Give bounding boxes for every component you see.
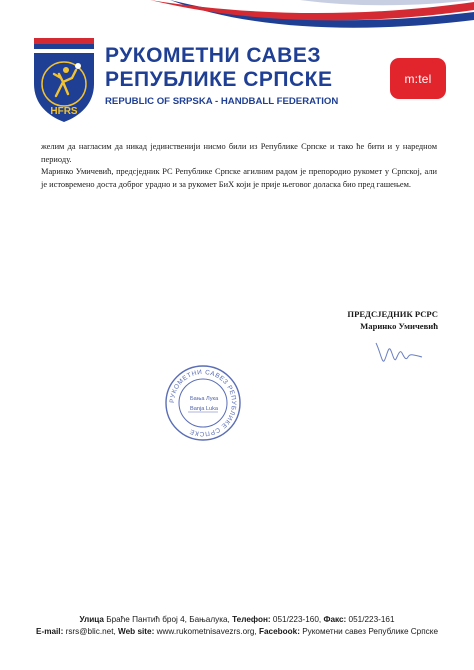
signature-block xyxy=(347,309,438,332)
handwritten-signature-icon xyxy=(372,337,424,369)
footer-facebook-value[interactable]: Рукометни савез Републике Српске xyxy=(302,627,438,636)
footer-contact-line xyxy=(0,627,474,636)
footer-fax-label: Факс: xyxy=(323,615,347,624)
mtel-logo-icon xyxy=(390,58,446,99)
org-subtitle: REPUBLIC OF SRPSKA - HANDBALL FEDERATION xyxy=(105,96,339,107)
signatory-title: ПРЕДСЈЕДНИК РСРС xyxy=(347,309,438,319)
footer-address-line xyxy=(0,615,474,624)
official-stamp-icon xyxy=(164,364,242,442)
logo-text: HFRS xyxy=(50,106,78,117)
stamp-ring-text: РУКОМЕТНИ САВЕЗ РЕПУБЛИКЕ СРПСКЕ xyxy=(168,368,238,438)
footer-address-label: Улица xyxy=(79,615,104,624)
footer-phone-label: Телефон: xyxy=(232,615,271,624)
footer-web-label: Web site: xyxy=(118,627,155,636)
sponsor-logo-text: m:tel xyxy=(404,71,432,86)
paragraph-1: желим да нагласим да никад јединственији нисмо били из Републике Српске и тако ће бити и у наредном периоду. xyxy=(41,142,437,164)
footer-fax-value: 051/223-161 xyxy=(348,615,395,624)
stamp-city-latin: Banja Luka xyxy=(190,406,218,412)
org-title-line1: РУКОМЕТНИ САВЕЗ xyxy=(105,44,322,67)
org-title-line2: РЕПУБЛИКЕ СРПСКЕ xyxy=(105,68,333,91)
footer-phone-value: 051/223-160, xyxy=(272,615,322,624)
footer-address-value: Браће Пантић број 4, Бањалука, xyxy=(106,615,230,624)
footer-email-label: E-mail: xyxy=(36,627,64,636)
paragraph-2: Маринко Умичевић, предсједник РС Републике Српске агилним радом је препородио рукомет у Српској, али је истовремено доста доброг урадно и за рукомет БиХ који је прије његовог доласка био пред гашењем. xyxy=(41,167,437,189)
signatory-name: Маринко Умичевић xyxy=(360,320,438,331)
stamp-city-cyrillic: Бања Лука xyxy=(190,396,219,402)
letter-body xyxy=(41,141,437,191)
footer-web-value[interactable]: www.rukometnisavezrs.org, xyxy=(156,627,257,636)
footer-facebook-label: Facebook: xyxy=(258,627,300,636)
hfrs-logo-icon xyxy=(30,34,98,124)
footer-email-value[interactable]: rsrs@blic.net, xyxy=(65,627,116,636)
